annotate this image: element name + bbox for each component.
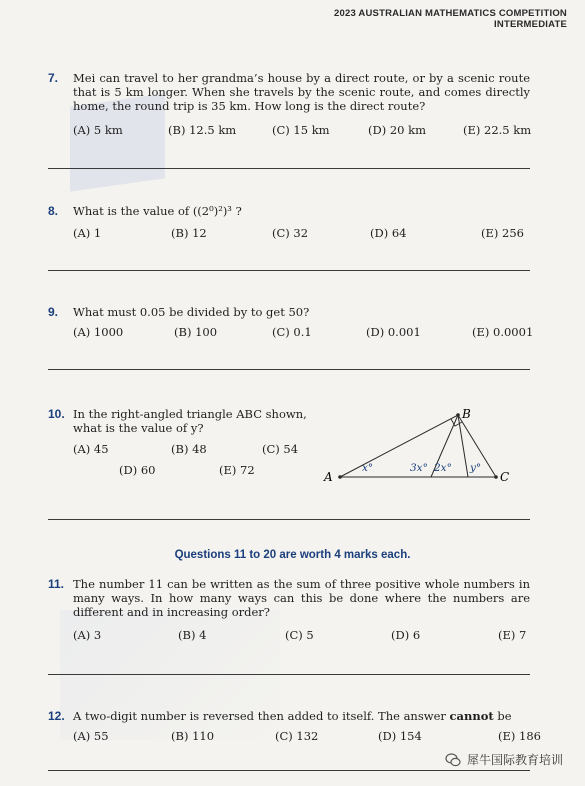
option-a[interactable]: (A) 1 xyxy=(73,226,102,240)
option-c[interactable]: (C) 32 xyxy=(272,226,309,240)
option-b[interactable]: (B) 12.5 km xyxy=(168,123,237,137)
question-text: The number 11 can be written as the sum of three positive whole numbers in many ways. In how many ways can this be done where the numbers are different and in increasing order? xyxy=(73,577,530,619)
option-e[interactable]: (E) 0.0001 xyxy=(472,325,534,339)
answer-rule xyxy=(48,519,530,520)
watermark-text: 犀牛国际教育培训 xyxy=(466,753,563,767)
question-number: 11. xyxy=(48,577,65,591)
question-text: What must 0.05 be divided by to get 50? xyxy=(73,305,310,319)
question-text: What is the value of ((2⁰)²)³ ? xyxy=(73,204,242,218)
question-9 xyxy=(48,305,534,339)
option-b[interactable]: (B) 110 xyxy=(171,729,215,743)
option-c[interactable]: (C) 15 km xyxy=(272,123,330,137)
angle-label-x: x° xyxy=(362,462,374,474)
question-7 xyxy=(48,71,532,137)
option-d[interactable]: (D) 6 xyxy=(391,628,421,642)
option-a[interactable]: (A) 1000 xyxy=(73,325,124,339)
option-e[interactable]: (E) 7 xyxy=(498,628,527,642)
option-a[interactable]: (A) 5 km xyxy=(73,123,123,137)
option-e[interactable]: (E) 256 xyxy=(481,226,524,240)
answer-rule xyxy=(48,168,530,169)
question-text-start: A two-digit number is reversed then added to itself. The answer xyxy=(73,709,450,723)
option-b[interactable]: (B) 4 xyxy=(178,628,207,642)
header-title: 2023 AUSTRALIAN MATHEMATICS COMPETITION xyxy=(334,8,567,19)
option-d[interactable]: (D) 20 km xyxy=(368,123,427,137)
answer-rule xyxy=(48,270,530,271)
vertex-label-c: C xyxy=(500,470,510,484)
option-c[interactable]: (C) 5 xyxy=(285,628,314,642)
question-number: 9. xyxy=(48,305,59,319)
vertex-label-b: B xyxy=(462,407,471,421)
section-heading: Questions 11 to 20 are worth 4 marks each. xyxy=(174,549,411,561)
option-d[interactable]: (D) 154 xyxy=(378,729,422,743)
wechat-watermark xyxy=(445,751,563,768)
question-11 xyxy=(48,577,530,642)
option-e[interactable]: (E) 22.5 km xyxy=(463,123,532,137)
answer-rule xyxy=(48,369,530,370)
option-e[interactable]: (E) 72 xyxy=(219,463,255,477)
option-c[interactable]: (C) 54 xyxy=(262,442,299,456)
header-level: INTERMEDIATE xyxy=(494,19,567,30)
option-d[interactable]: (D) 64 xyxy=(370,226,407,240)
option-b[interactable]: (B) 100 xyxy=(174,325,218,339)
question-number: 7. xyxy=(48,71,59,85)
option-d[interactable]: (D) 60 xyxy=(119,463,156,477)
question-12 xyxy=(48,709,541,743)
wechat-icon xyxy=(445,752,461,768)
option-c[interactable]: (C) 0.1 xyxy=(272,325,312,339)
question-number: 8. xyxy=(48,204,59,218)
option-c[interactable]: (C) 132 xyxy=(275,729,319,743)
option-b[interactable]: (B) 48 xyxy=(171,442,207,456)
question-number: 12. xyxy=(48,709,65,723)
angle-label-3x: 3x° xyxy=(410,462,428,474)
question-text-line2: what is the value of y? xyxy=(73,421,204,435)
competition-header xyxy=(334,8,567,30)
option-a[interactable]: (A) 3 xyxy=(73,628,102,642)
answer-rule xyxy=(48,770,530,771)
question-text-end: be xyxy=(493,709,512,723)
vertex-label-a: A xyxy=(324,470,333,484)
question-text: Mei can travel to her grandma’s house by a direct route, or by a scenic route that is 5 km longer. When she travels by the scenic route, and comes directly home, the round trip is 35 km. How long is the direct route? xyxy=(73,71,530,113)
option-a[interactable]: (A) 45 xyxy=(73,442,109,456)
question-8 xyxy=(48,204,530,240)
question-text-emphasis: cannot xyxy=(449,709,494,723)
triangle-diagram xyxy=(318,405,528,490)
answer-rule xyxy=(48,674,530,675)
angle-label-2x: 2x° xyxy=(434,462,452,474)
question-text-line1: In the right-angled triangle ABC shown, xyxy=(73,407,307,421)
option-e[interactable]: (E) 186 xyxy=(498,729,541,743)
question-number: 10. xyxy=(48,407,65,421)
option-b[interactable]: (B) 12 xyxy=(171,226,207,240)
option-d[interactable]: (D) 0.001 xyxy=(366,325,421,339)
question-text xyxy=(73,709,530,723)
angle-label-y: y° xyxy=(470,462,482,474)
option-a[interactable]: (A) 55 xyxy=(73,729,109,743)
